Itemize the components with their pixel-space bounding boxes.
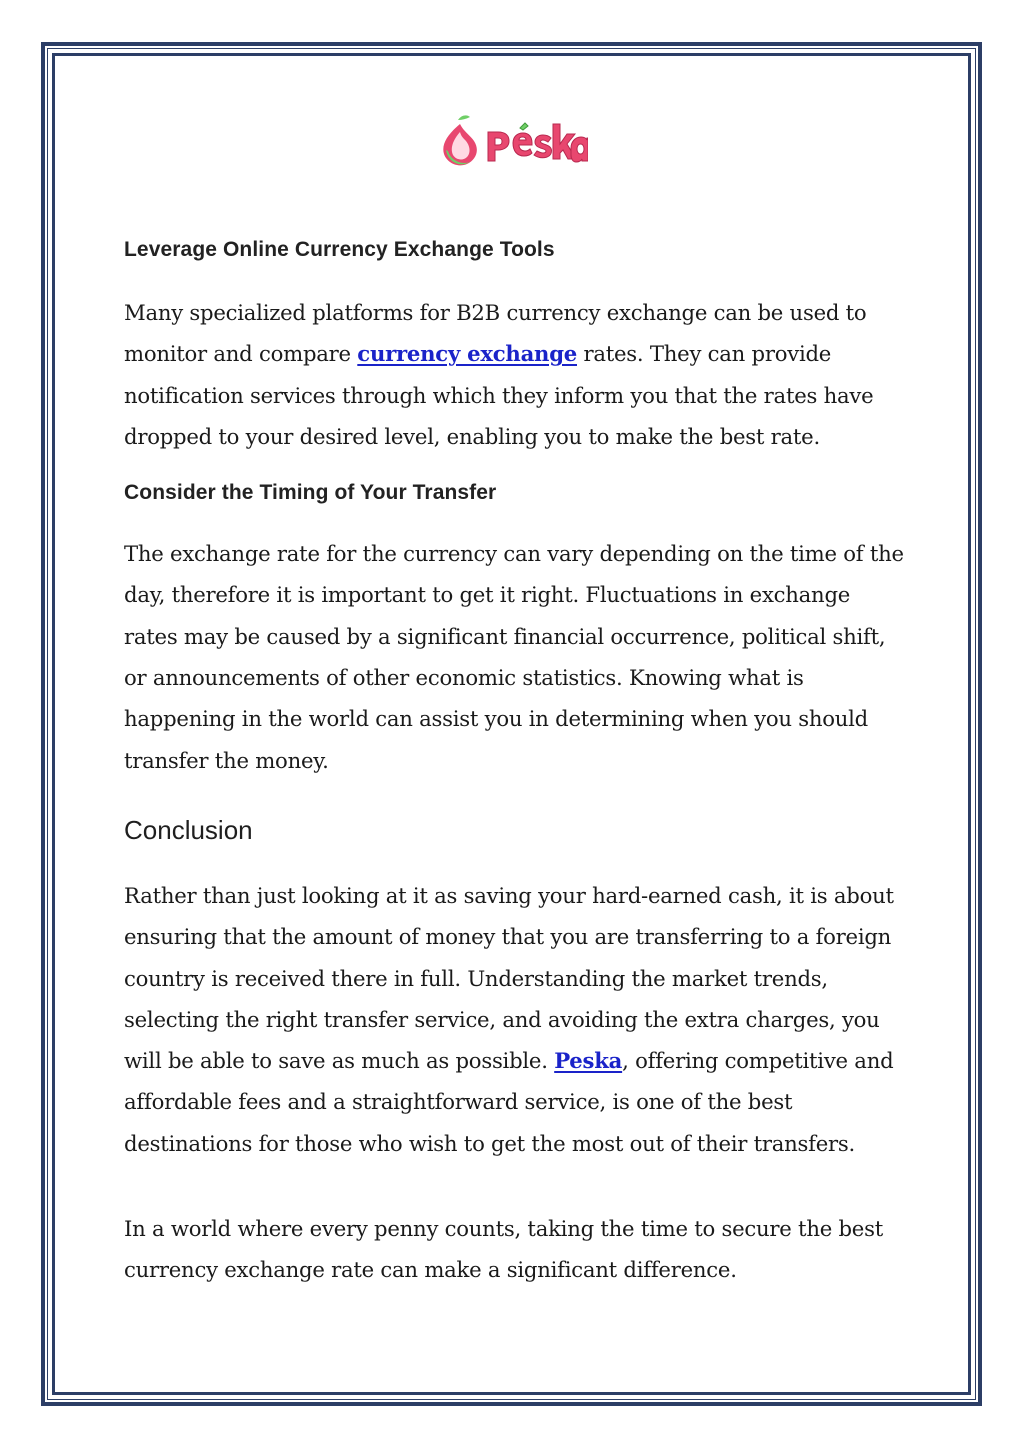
peska-wordmark [488, 123, 588, 162]
currency-exchange-link[interactable]: currency exchange [357, 341, 577, 367]
tools-paragraph: Many specialized platforms for B2B currency exchange can be used to monitor and compare currency exchange rates. They can provide notification services through which they inform you that the rates have dropped to your desired level, enabling you to make the best rate. [124, 300, 874, 449]
conclusion-heading: Conclusion [124, 814, 253, 845]
peska-link[interactable]: Peska [554, 1048, 623, 1074]
timing-heading: Consider the Timing of Your Transfer [124, 481, 497, 505]
closing-paragraph: In a world where every penny counts, taking the time to secure the best currency exchange rate can make a significant difference. [124, 1216, 883, 1283]
conclusion-paragraph: Rather than just looking at it as saving your hard-earned cash, it is about ensuring that the amount of money that you are transferring to a foreign country is received there in full. Understanding the market trends, selecting the right transfer service, and avoiding the extra charges, you will be able to save as much as possible. Peska, offering competitive and affordable fees and a straightforward service, is one of the best destinations for those who wish to get the most out of their transfers. [124, 882, 894, 1156]
timing-paragraph: The exchange rate for the currency can vary depending on the time of the day, therefore it is important to get it right. Fluctuations in exchange rates may be caused by a significant financial occurrence, political shift, or announcements of other economic statistics. Knowing what is happening in the world can assist you in determining when you should transfer the money. [124, 541, 904, 773]
article-body [124, 230, 904, 1291]
peska-logo [436, 110, 588, 172]
peach-icon [443, 115, 477, 165]
tools-heading: Leverage Online Currency Exchange Tools [124, 238, 555, 261]
